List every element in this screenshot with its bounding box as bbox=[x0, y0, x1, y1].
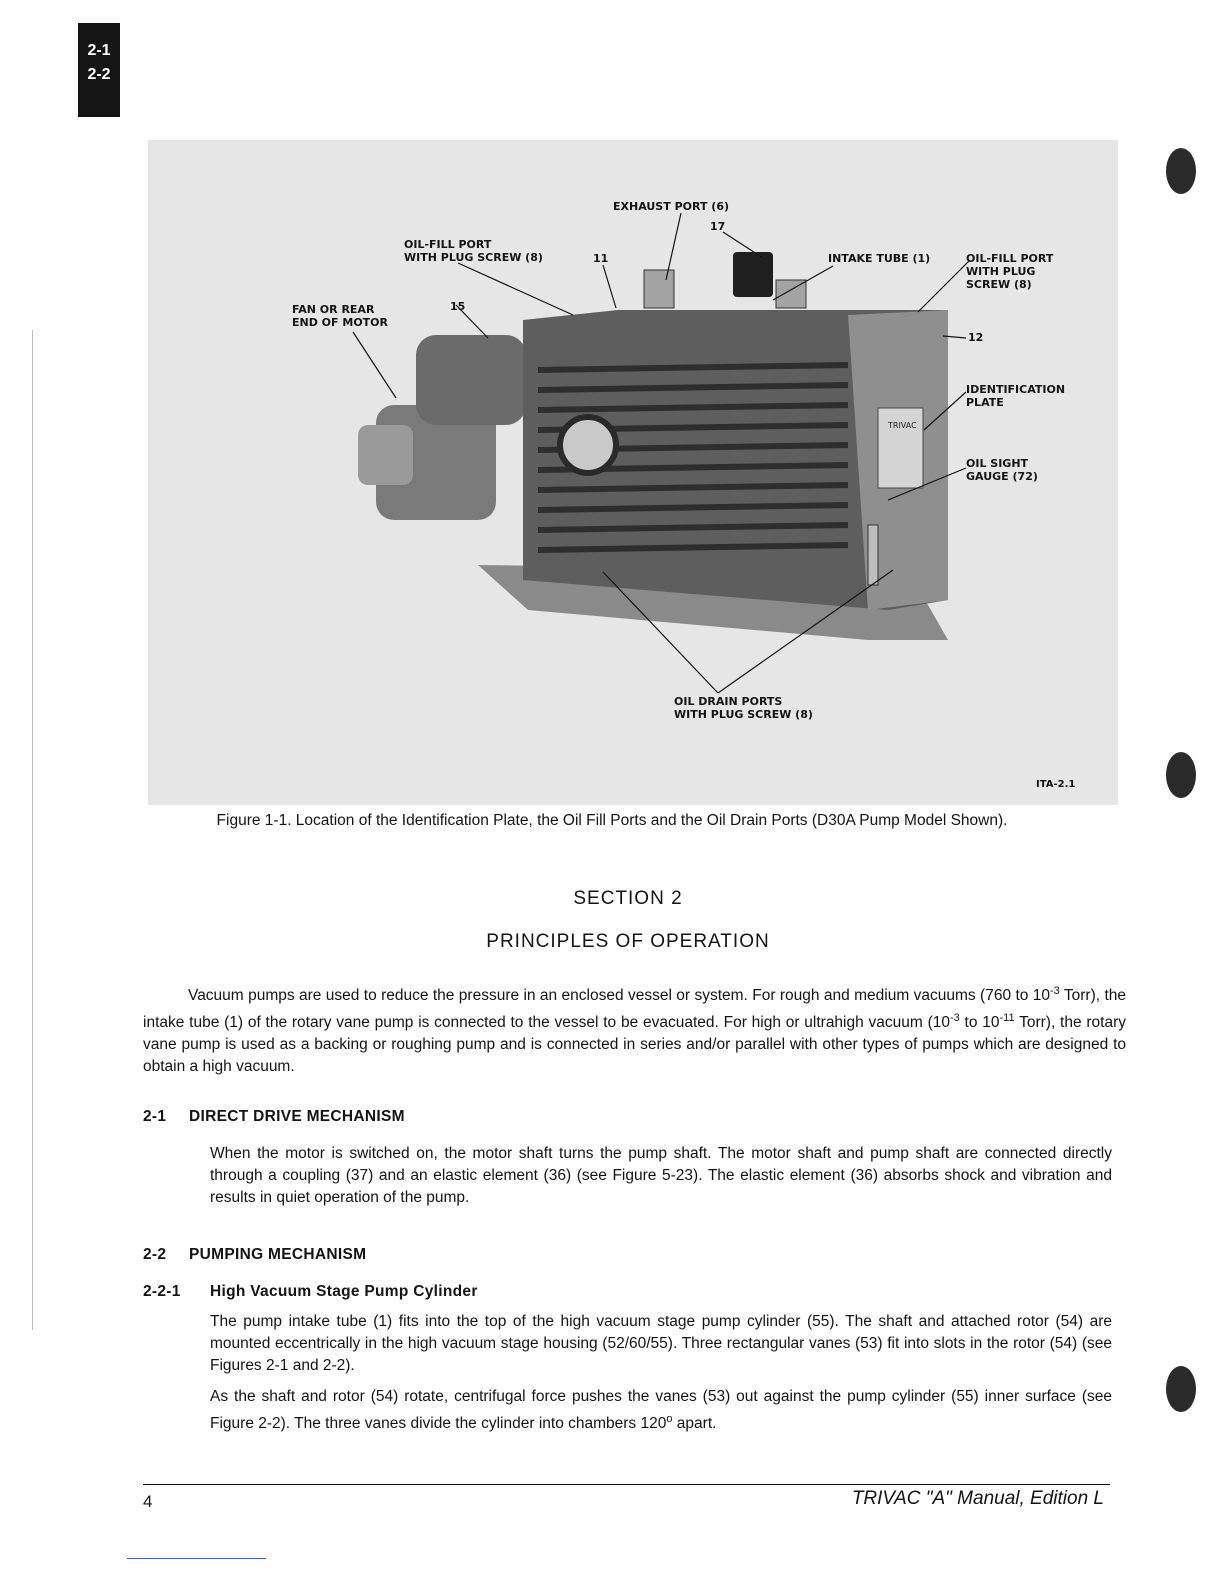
intro-exponent-1: -3 bbox=[1050, 985, 1060, 997]
paragraph-2-1: When the motor is switched on, the motor shaft turns the pump shaft. The motor shaft and pump shaft are connected directly through a coupling (37) and an elastic element (36) (see Figure 5-23). The elastic element (36) absorbs shock and vibration and results in quiet operation of the pump. bbox=[210, 1145, 1112, 1206]
intro-text-3: to 10 bbox=[959, 1014, 1000, 1032]
section-tab bbox=[78, 23, 120, 117]
figure-photo bbox=[148, 140, 1118, 805]
paragraph-2-2-1-b-text: As the shaft and rotor (54) rotate, centrifugal force pushes the vanes (53) out against the pump cylinder (55) inner surface (see Figure 2-2). The three vanes divide the cylinder into chambers 120 bbox=[210, 1388, 1112, 1433]
intake-fitting bbox=[644, 270, 674, 308]
label-oil-drain-ports: OIL DRAIN PORTS WITH PLUG SCREW (8) bbox=[674, 695, 813, 721]
intro-exponent-3: -11 bbox=[999, 1012, 1015, 1025]
punch-hole-top bbox=[1166, 148, 1196, 194]
intro-text-2: Torr), the intake tube (1) of the rotary vane pump is connected to the vessel to be evacuated. For high or ultrahigh vacuum (10 bbox=[143, 987, 1126, 1032]
label-11: 11 bbox=[593, 252, 609, 265]
punch-hole-middle bbox=[1166, 752, 1196, 798]
footer-rule bbox=[143, 1484, 1110, 1485]
oil-sight-gauge bbox=[868, 525, 878, 585]
figure-caption: Figure 1-1. Location of the Identification Plate, the Oil Fill Ports and the Oil Drain Ports (D30A Pump Model Shown). bbox=[216, 812, 1008, 829]
heading-2-2-1-title: High Vacuum Stage Pump Cylinder bbox=[210, 1283, 478, 1300]
label-15: 15 bbox=[450, 300, 466, 313]
label-17: 17 bbox=[710, 220, 726, 233]
heading-2-1 bbox=[143, 1108, 405, 1126]
punch-hole-bottom bbox=[1166, 1366, 1196, 1412]
identification-plate bbox=[878, 408, 923, 488]
motor-end-cover bbox=[358, 425, 413, 485]
tab-line-1: 2-1 bbox=[87, 42, 111, 59]
intro-paragraph bbox=[143, 980, 1126, 1078]
degree-symbol: o bbox=[666, 1413, 673, 1425]
heading-2-2-number: 2-2 bbox=[143, 1246, 167, 1263]
scan-edge-line bbox=[32, 330, 33, 1330]
label-intake-tube: INTAKE TUBE (1) bbox=[828, 252, 931, 265]
manual-title: TRIVAC "A" Manual, Edition L bbox=[851, 1488, 1104, 1509]
heading-2-1-number: 2-1 bbox=[143, 1108, 167, 1125]
label-exhaust-port: EXHAUST PORT (6) bbox=[613, 200, 729, 213]
paragraph-2-2-1-b bbox=[210, 1386, 1112, 1435]
nameplate-text: TRIVAC bbox=[888, 421, 917, 430]
bottom-blue-rule bbox=[127, 1558, 266, 1559]
label-oil-sight-gauge: OIL SIGHT GAUGE (72) bbox=[966, 457, 1038, 483]
heading-2-2-1 bbox=[143, 1283, 478, 1301]
label-12: 12 bbox=[968, 331, 984, 344]
label-identification-plate: IDENTIFICATION PLATE bbox=[966, 383, 1066, 409]
coupling-window bbox=[560, 417, 616, 473]
label-oil-fill-port-right: OIL-FILL PORT WITH PLUG SCREW (8) bbox=[966, 252, 1054, 291]
section-number: SECTION 2 bbox=[573, 888, 683, 909]
section-title: PRINCIPLES OF OPERATION bbox=[486, 931, 770, 952]
label-fan-rear-end: FAN OR REAR END OF MOTOR bbox=[292, 303, 388, 329]
tab-line-2: 2-2 bbox=[87, 66, 111, 83]
page-number: 4 bbox=[143, 1492, 153, 1511]
figure-code: ITA-2.1 bbox=[1036, 779, 1076, 790]
heading-2-2 bbox=[143, 1246, 366, 1264]
paragraph-2-2-1-a: The pump intake tube (1) fits into the top of the high vacuum stage pump cylinder (55). The shaft and attached rotor (54) are mounted eccentrically in the high vacuum stage housing (52/60/55). Three rectangular vanes (53) fit into slots in the rotor (54) (see Figures 2-1 and 2-2). bbox=[210, 1313, 1112, 1374]
heading-2-2-title: PUMPING MECHANISM bbox=[189, 1246, 367, 1263]
intro-exponent-2: -3 bbox=[949, 1012, 960, 1025]
label-oil-fill-port-left: OIL-FILL PORT WITH PLUG SCREW (8) bbox=[404, 238, 543, 264]
intro-text-4: Torr), the rotary vane pump is used as a backing or roughing pump and is connected in series and/or parallel with other types of pumps which are designed to obtain a high vacuum. bbox=[143, 1014, 1126, 1076]
exhaust-fitting bbox=[733, 252, 773, 297]
heading-2-1-title: DIRECT DRIVE MECHANISM bbox=[189, 1108, 405, 1125]
motor-top bbox=[416, 335, 526, 425]
paragraph-2-2-1-b-end: apart. bbox=[672, 1415, 717, 1433]
intro-text-1: Vacuum pumps are used to reduce the pressure in an enclosed vessel or system. For rough and medium vacuums (760 to 10 bbox=[188, 987, 1051, 1005]
heading-2-2-1-number: 2-2-1 bbox=[143, 1283, 181, 1300]
